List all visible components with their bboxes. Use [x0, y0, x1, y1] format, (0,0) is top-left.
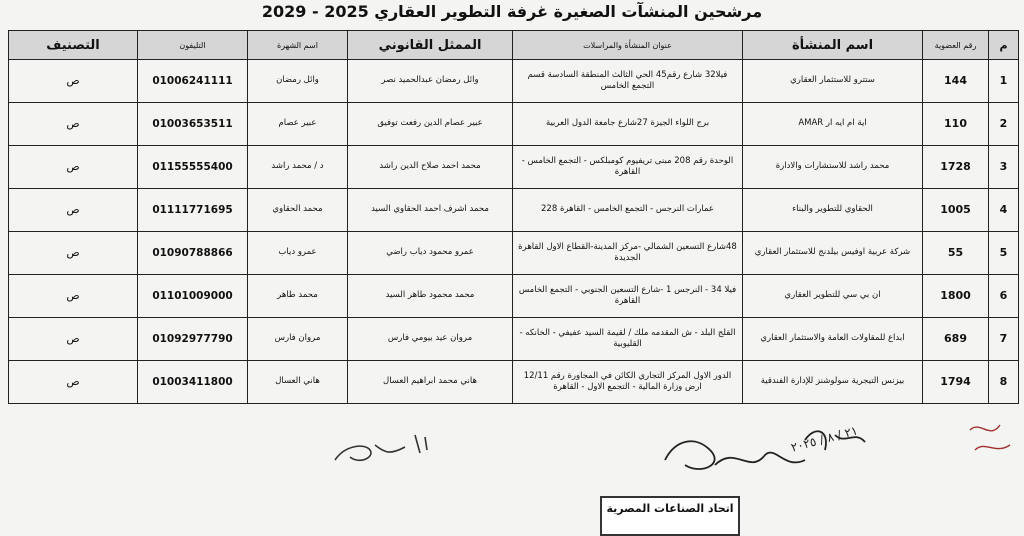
row-rep: عمرو محمود دياب راضي	[348, 232, 513, 275]
row-address: برج اللواء الجيزة 27شارع جامعة الدول العربية	[513, 103, 743, 146]
table-row	[9, 361, 1019, 404]
row-index: 7	[989, 318, 1019, 361]
row-membership: 1728	[923, 146, 989, 189]
row-phone: 01101009000	[138, 275, 248, 318]
header-address: عنوان المنشأة والمراسلات	[513, 31, 743, 60]
header-row	[9, 31, 1019, 60]
row-known-as: وائل رمضان	[248, 60, 348, 103]
row-address: الوحدة رقم 208 مبنى تريفيوم كومبلكس - التجمع الخامس - القاهرة	[513, 146, 743, 189]
row-index: 5	[989, 232, 1019, 275]
row-membership: 144	[923, 60, 989, 103]
row-address: القلج البلد - ش المقدمه ملك / لقيمة السيد عفيفي - الخانكه - القليوبية	[513, 318, 743, 361]
row-known-as: محمد الحقاوي	[248, 189, 348, 232]
row-membership: 55	[923, 232, 989, 275]
row-phone: 01003653511	[138, 103, 248, 146]
row-known-as: عمرو دياب	[248, 232, 348, 275]
row-name: الحقاوي للتطوير والبناء	[743, 189, 923, 232]
header-membership: رقم العضوية	[923, 31, 989, 60]
row-index: 8	[989, 361, 1019, 404]
row-rep: مروان عيد بيومي فارس	[348, 318, 513, 361]
table-row	[9, 103, 1019, 146]
row-membership: 1005	[923, 189, 989, 232]
page-title: مرشحين المنشآت الصغيرة غرفة التطوير العقاري 2025 - 2029	[261, 2, 763, 21]
row-rep: هاني محمد ابراهيم العسال	[348, 361, 513, 404]
row-class: ص	[9, 318, 138, 361]
row-phone: 01003411800	[138, 361, 248, 404]
row-phone: 01155555400	[138, 146, 248, 189]
row-name: بيزنس التيجرية سولوشنز للإدارة الفندقية	[743, 361, 923, 404]
row-phone: 01092977790	[138, 318, 248, 361]
row-address: 48شارع التسعين الشمالي -مركز المدينة-القطاع الاول القاهرة الجديدة	[513, 232, 743, 275]
row-phone: 01111771695	[138, 189, 248, 232]
table-row	[9, 189, 1019, 232]
row-rep: محمد محمود طاهر السيد	[348, 275, 513, 318]
row-phone: 01090788866	[138, 232, 248, 275]
row-class: ص	[9, 232, 138, 275]
row-phone: 01006241111	[138, 60, 248, 103]
header-name: اسم المنشأة	[743, 31, 923, 60]
row-known-as: د / محمد راشد	[248, 146, 348, 189]
row-address: فيلا 34 - النرجس 1 -شارع التسعين الجنوبي - التجمع الخامس القاهرة	[513, 275, 743, 318]
header-index: م	[989, 31, 1019, 60]
table-row	[9, 318, 1019, 361]
header-phone: التليفون	[138, 31, 248, 60]
table-row	[9, 60, 1019, 103]
row-name: ان بي سي للتطوير العقاري	[743, 275, 923, 318]
table-row	[9, 232, 1019, 275]
row-known-as: عبير عصام	[248, 103, 348, 146]
row-address: فيلا32 شارع رقم45 الحي الثالث المنطقة السادسة قسم التجمع الخامس	[513, 60, 743, 103]
row-index: 1	[989, 60, 1019, 103]
row-name: ستترو للاستثمار العقاري	[743, 60, 923, 103]
row-membership: 689	[923, 318, 989, 361]
signature-left	[330, 425, 440, 470]
table-row	[9, 146, 1019, 189]
row-membership: 1794	[923, 361, 989, 404]
row-class: ص	[9, 361, 138, 404]
row-index: 2	[989, 103, 1019, 146]
row-name: محمد راشد للاستشارات والادارة	[743, 146, 923, 189]
row-class: ص	[9, 189, 138, 232]
row-name: اية ام ايه ار AMAR	[743, 103, 923, 146]
row-address: الدور الاول المركز التجاري الكائن في المجاورة رقم 12/11 ارض وزارة المالية - التجمع الاول - القاهرة	[513, 361, 743, 404]
row-class: ص	[9, 60, 138, 103]
row-class: ص	[9, 103, 138, 146]
row-rep: عبير عصام الدين رفعت توفيق	[348, 103, 513, 146]
candidates-table	[8, 30, 1019, 404]
row-membership: 110	[923, 103, 989, 146]
row-rep: وائل رمضان عبدالحميد نصر	[348, 60, 513, 103]
row-index: 4	[989, 189, 1019, 232]
row-name: ابداع للمقاولات العامة والاستثمار العقاري	[743, 318, 923, 361]
row-known-as: محمد طاهر	[248, 275, 348, 318]
margin-note	[960, 410, 1020, 470]
row-class: ص	[9, 275, 138, 318]
row-name: شركة عربية اوفيس بيلدنج للاستثمار العقاري	[743, 232, 923, 275]
row-class: ص	[9, 146, 138, 189]
signature-right	[655, 420, 875, 490]
federation-stamp: اتحاد الصناعات المصرية	[600, 496, 740, 536]
row-index: 6	[989, 275, 1019, 318]
row-rep: محمد احمد صلاح الدين راشد	[348, 146, 513, 189]
header-known-as: اسم الشهرة	[248, 31, 348, 60]
row-known-as: مروان فارس	[248, 318, 348, 361]
signature-date: ٢١ / ٨ / ٢٠٢٥	[789, 423, 860, 455]
header-rep: الممثل القانوني	[348, 31, 513, 60]
table-row	[9, 275, 1019, 318]
row-membership: 1800	[923, 275, 989, 318]
header-class: التصنيف	[9, 31, 138, 60]
row-known-as: هاني العسال	[248, 361, 348, 404]
row-index: 3	[989, 146, 1019, 189]
row-address: عمارات النرجس - التجمع الخامس - القاهرة 228	[513, 189, 743, 232]
row-rep: محمد اشرف احمد الحقاوي السيد	[348, 189, 513, 232]
